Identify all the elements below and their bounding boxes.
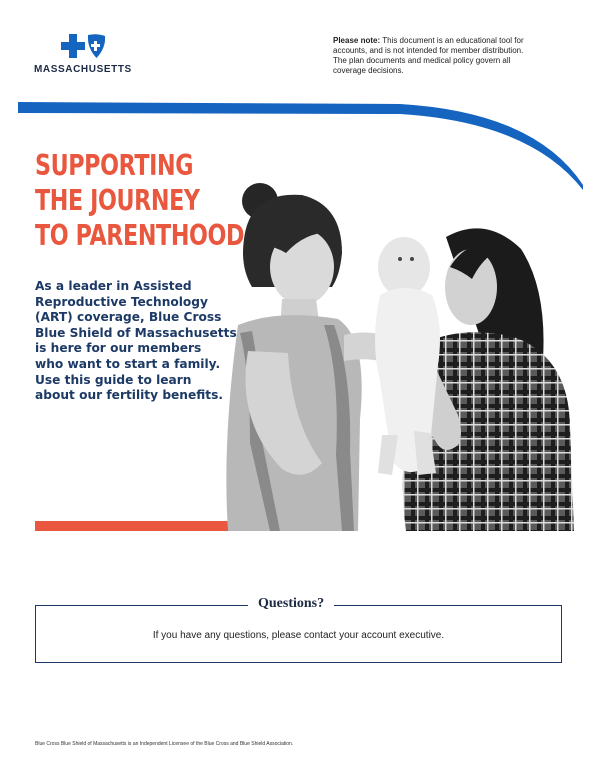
note-line: The plan documents and medical policy govern all <box>333 56 511 65</box>
headline-line: TO PARENTHOOD <box>35 219 245 252</box>
headline-line: THE JOURNEY <box>35 184 200 217</box>
page-title <box>35 148 245 253</box>
note-line: accounts, and is not intended for member distribution. <box>333 46 524 55</box>
intro-paragraph <box>35 279 235 404</box>
headline-line: SUPPORTING <box>35 149 194 182</box>
logo-text: MASSACHUSETTS <box>34 64 132 75</box>
intro-line: is here for our members <box>35 341 202 356</box>
questions-text: If you have any questions, please contact your account executive. <box>152 630 445 641</box>
questions-title: Questions? <box>248 596 334 612</box>
intro-line: Use this guide to learn <box>35 372 192 387</box>
intro-line: who want to start a family. <box>35 356 221 371</box>
intro-line: about our fertility benefits. <box>35 388 223 403</box>
orange-accent-bar <box>35 521 231 531</box>
note-line: This document is an educational tool for <box>380 36 524 45</box>
footer-disclaimer: Blue Cross Blue Shield of Massachusetts is an Independent Licensee of the Blue Cross and Blue Shield Association. <box>35 741 294 747</box>
intro-line: (ART) coverage, Blue Cross <box>35 310 222 325</box>
family-photo <box>224 175 588 531</box>
intro-line: Reproductive Technology <box>35 294 208 309</box>
intro-line: As a leader in Assisted <box>35 279 192 293</box>
intro-line: Blue Shield of Massachusetts <box>35 325 237 340</box>
note-label: Please note: <box>333 36 381 45</box>
note-line: coverage decisions. <box>333 66 404 75</box>
